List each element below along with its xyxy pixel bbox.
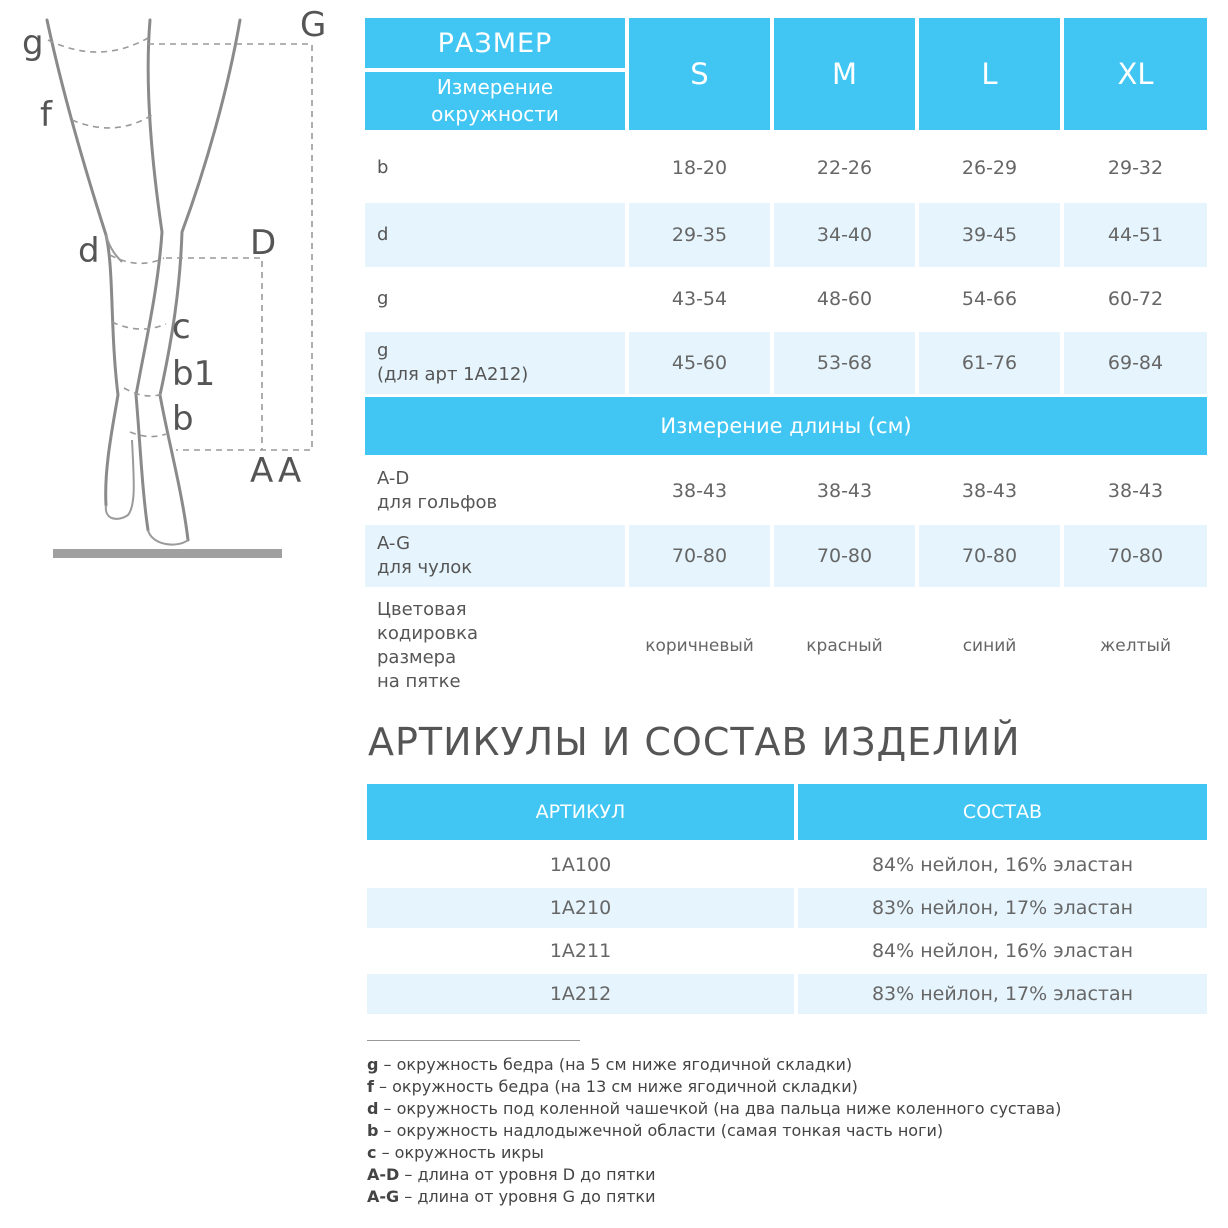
header-size-m: M [774, 18, 915, 130]
length-header: Измерение длины (см) [365, 397, 1207, 455]
cell-color-l: синий [962, 636, 1017, 656]
label-b: b [172, 399, 194, 439]
cell-ag-s: 70-80 [629, 525, 770, 587]
row-label-d: d [365, 203, 625, 267]
cell-g1a212-l: 61-76 [919, 332, 1060, 394]
cell-d-xl: 44-51 [1064, 203, 1207, 267]
legend-item-g: g – окружность бедра (на 5 см ниже ягодичной складки) [367, 1055, 853, 1074]
header-size-l: L [919, 18, 1060, 130]
cell-g-xl: 60-72 [1107, 288, 1164, 310]
article-1a100: 1А100 [549, 854, 612, 876]
row-label-g-1a212: g (для арт 1А212) [365, 332, 625, 394]
composition-1a212: 83% нейлон, 17% эластан [798, 974, 1207, 1014]
cell-ag-xl: 70-80 [1064, 525, 1207, 587]
cell-color-xl: желтый [1099, 636, 1171, 656]
cell-g1a212-xl: 69-84 [1064, 332, 1207, 394]
row-label-b: b [377, 157, 389, 178]
row-label-a-g: A-G для чулок [365, 525, 625, 587]
label-A2: A [278, 451, 302, 491]
cell-g1a212-m: 53-68 [774, 332, 915, 394]
cell-d-l: 39-45 [919, 203, 1060, 267]
header-size-s: S [629, 18, 770, 130]
cell-g-m: 48-60 [816, 288, 873, 310]
cell-b-xl: 29-32 [1107, 157, 1164, 179]
legend-item-c: c – окружность икры [367, 1143, 544, 1162]
cell-ad-m: 38-43 [816, 480, 873, 502]
cell-ag-m: 70-80 [774, 525, 915, 587]
legend-item-d: d – окружность под коленной чашечкой (на два пальца ниже коленного сустава) [367, 1099, 1062, 1118]
label-A1: A [250, 451, 274, 491]
row-label-g: g [377, 288, 389, 309]
article-1a212: 1А212 [367, 974, 794, 1014]
cell-b-s: 18-20 [671, 157, 728, 179]
legend-item-f: f – окружность бедра (на 13 см ниже ягодичной складки) [367, 1077, 858, 1096]
cell-ag-l: 70-80 [919, 525, 1060, 587]
cell-ad-s: 38-43 [671, 480, 728, 502]
article-1a211: 1А211 [549, 940, 612, 962]
articles-header-article: АРТИКУЛ [367, 784, 794, 840]
header-measure: Измерение окружности [365, 72, 625, 130]
legend [367, 1054, 1061, 1208]
cell-b-l: 26-29 [961, 157, 1018, 179]
cell-color-s: коричневый [645, 636, 754, 656]
cell-ad-xl: 38-43 [1107, 480, 1164, 502]
legend-item-a-g: A-G – длина от уровня G до пятки [367, 1187, 656, 1206]
composition-1a211: 84% нейлон, 16% эластан [871, 940, 1134, 962]
cell-g-l: 54-66 [961, 288, 1018, 310]
composition-1a100: 84% нейлон, 16% эластан [871, 854, 1134, 876]
cell-b-m: 22-26 [816, 157, 873, 179]
legend-item-a-d: A-D – длина от уровня D до пятки [367, 1165, 656, 1184]
label-f: f [40, 95, 52, 135]
legend-item-b: b – окружность надлодыжечной области (самая тонкая часть ноги) [367, 1121, 944, 1140]
row-label-a-d: A-D для гольфов [377, 468, 498, 513]
articles-header-composition: СОСТАВ [798, 784, 1207, 840]
cell-ad-l: 38-43 [961, 480, 1018, 502]
article-1a210: 1А210 [367, 888, 794, 928]
cell-d-m: 34-40 [774, 203, 915, 267]
articles-title: АРТИКУЛЫ И СОСТАВ ИЗДЕЛИЙ [368, 720, 1021, 764]
label-G: G [300, 5, 327, 45]
legend-divider [367, 1040, 580, 1041]
header-size: РАЗМЕР [365, 18, 625, 68]
composition-1a210: 83% нейлон, 17% эластан [798, 888, 1207, 928]
header-size-xl: XL [1064, 18, 1207, 130]
cell-g-s: 43-54 [671, 288, 728, 310]
cell-color-m: красный [806, 636, 883, 656]
label-b1: b1 [172, 354, 216, 394]
label-d: d [78, 231, 100, 271]
cell-g1a212-s: 45-60 [629, 332, 770, 394]
label-c: c [172, 307, 191, 347]
row-label-color-code: Цветовая кодировка размера на пятке [377, 599, 478, 692]
label-D: D [250, 223, 277, 263]
label-g: g [22, 23, 44, 63]
cell-d-s: 29-35 [629, 203, 770, 267]
